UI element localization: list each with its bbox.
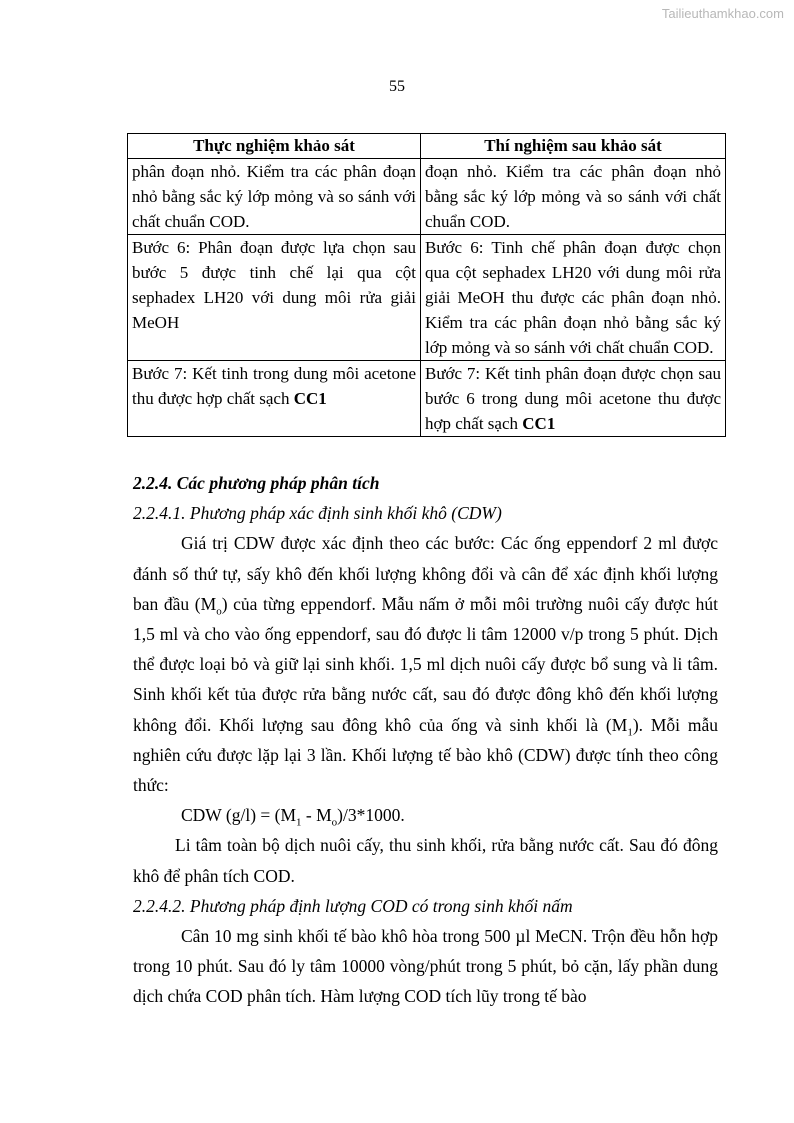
compound-label: CC1 xyxy=(293,389,327,408)
subscript: o xyxy=(331,816,338,829)
table-cell: Bước 6: Tinh chế phân đoạn được chọn qua cột sephadex LH20 với dung môi rửa giải MeOH thu được các phân đoạn nhỏ. Kiểm tra các phân đoạn nhỏ bằng sắc ký lớp mỏng và so sánh với chất chuẩn COD. xyxy=(421,235,726,361)
table-header-cell: Thực nghiệm khảo sát xyxy=(128,134,421,159)
body-content xyxy=(133,468,718,1012)
formula-text: )/3*1000. xyxy=(337,805,405,826)
paragraph-text: ) của từng eppendorf. Mẫu nấm ở mỗi môi trường nuôi cấy được hút 1,5 ml và cho vào ống eppendorf, sau đó được li tâm 12000 v/p trong 5 phút. Dịch thể được loại bỏ và giữ lại sinh khối. 1,5 ml dịch nuôi cấy được bổ sung và li tâm. Sinh khối kết tủa được rửa bằng nước cất, sau đó được đông khô đến khối lượng không đổi. Khối lượng sau đông khô của ống và sinh khối là (M xyxy=(133,593,718,735)
paragraph: Li tâm toàn bộ dịch nuôi cấy, thu sinh khối, rửa bằng nước cất. Sau đó đông khô để phân tích COD. xyxy=(133,835,718,886)
formula-text: - M xyxy=(301,805,332,826)
subscript: 1 xyxy=(296,816,302,829)
cell-text: Bước 7: Kết tinh phân đoạn được chọn sau bước 6 trong dung môi acetone thu được hợp chất sạch xyxy=(425,364,721,433)
watermark: Tailieuthamkhao.com xyxy=(661,6,784,21)
section-heading: 2.2.4. Các phương pháp phân tích xyxy=(133,473,380,493)
table-cell xyxy=(128,361,421,437)
page-number: 55 xyxy=(389,78,405,95)
table-cell: đoạn nhỏ. Kiểm tra các phân đoạn nhỏ bằng sắc ký lớp mỏng và so sánh với chất chuẩn COD. xyxy=(421,159,726,235)
paragraph xyxy=(133,528,718,800)
subscript: o xyxy=(216,605,222,618)
paragraph: Cân 10 mg sinh khối tế bào khô hòa trong 500 µl MeCN. Trộn đều hỗn hợp trong 10 phút. Sau đó ly tâm 10000 vòng/phút trong 5 phút, bỏ cặn, lấy phần dung dịch chứa COD phân tích. Hàm lượng COD tích lũy trong tế bào xyxy=(133,926,718,1007)
table-header-row xyxy=(128,134,726,159)
paragraph-text: ). Mỗi mẫu nghiên cứu được lặp lại 3 lần. Khối lượng tế bào khô (CDW) được tính theo công thức: xyxy=(133,714,718,796)
paragraph-text: Giá trị CDW được xác định theo các bước: Các ống eppendorf 2 ml được đánh số thứ tự, sấy khô đến khối lượng không đổi và cân để xác định khối lượng ban đầu (M xyxy=(133,533,718,614)
table-cell: Bước 6: Phân đoạn được lựa chọn sau bước 5 được tinh chế lại qua cột sephadex LH20 với dung môi rửa giải MeOH xyxy=(128,235,421,361)
subsection-heading: 2.2.4.1. Phương pháp xác định sinh khối khô (CDW) xyxy=(133,503,502,524)
cell-text: Bước 7: Kết tinh trong dung môi acetone thu được hợp chất sạch xyxy=(132,364,416,408)
table-cell xyxy=(421,361,726,437)
formula-text: CDW (g/l) = (M xyxy=(181,805,297,826)
comparison-table xyxy=(127,133,726,437)
subsection-heading: 2.2.4.2. Phương pháp định lượng COD có trong sinh khối nấm xyxy=(133,895,573,916)
table-cell: phân đoạn nhỏ. Kiểm tra các phân đoạn nhỏ bằng sắc ký lớp mỏng và so sánh với chất chuẩn COD. xyxy=(128,159,421,235)
table-row xyxy=(128,361,726,437)
table-row xyxy=(128,159,726,235)
compound-label: CC1 xyxy=(522,414,556,433)
table-header-cell: Thí nghiệm sau khảo sát xyxy=(421,134,726,159)
subscript: 1 xyxy=(627,726,633,739)
table-row xyxy=(128,235,726,361)
formula xyxy=(133,800,718,830)
